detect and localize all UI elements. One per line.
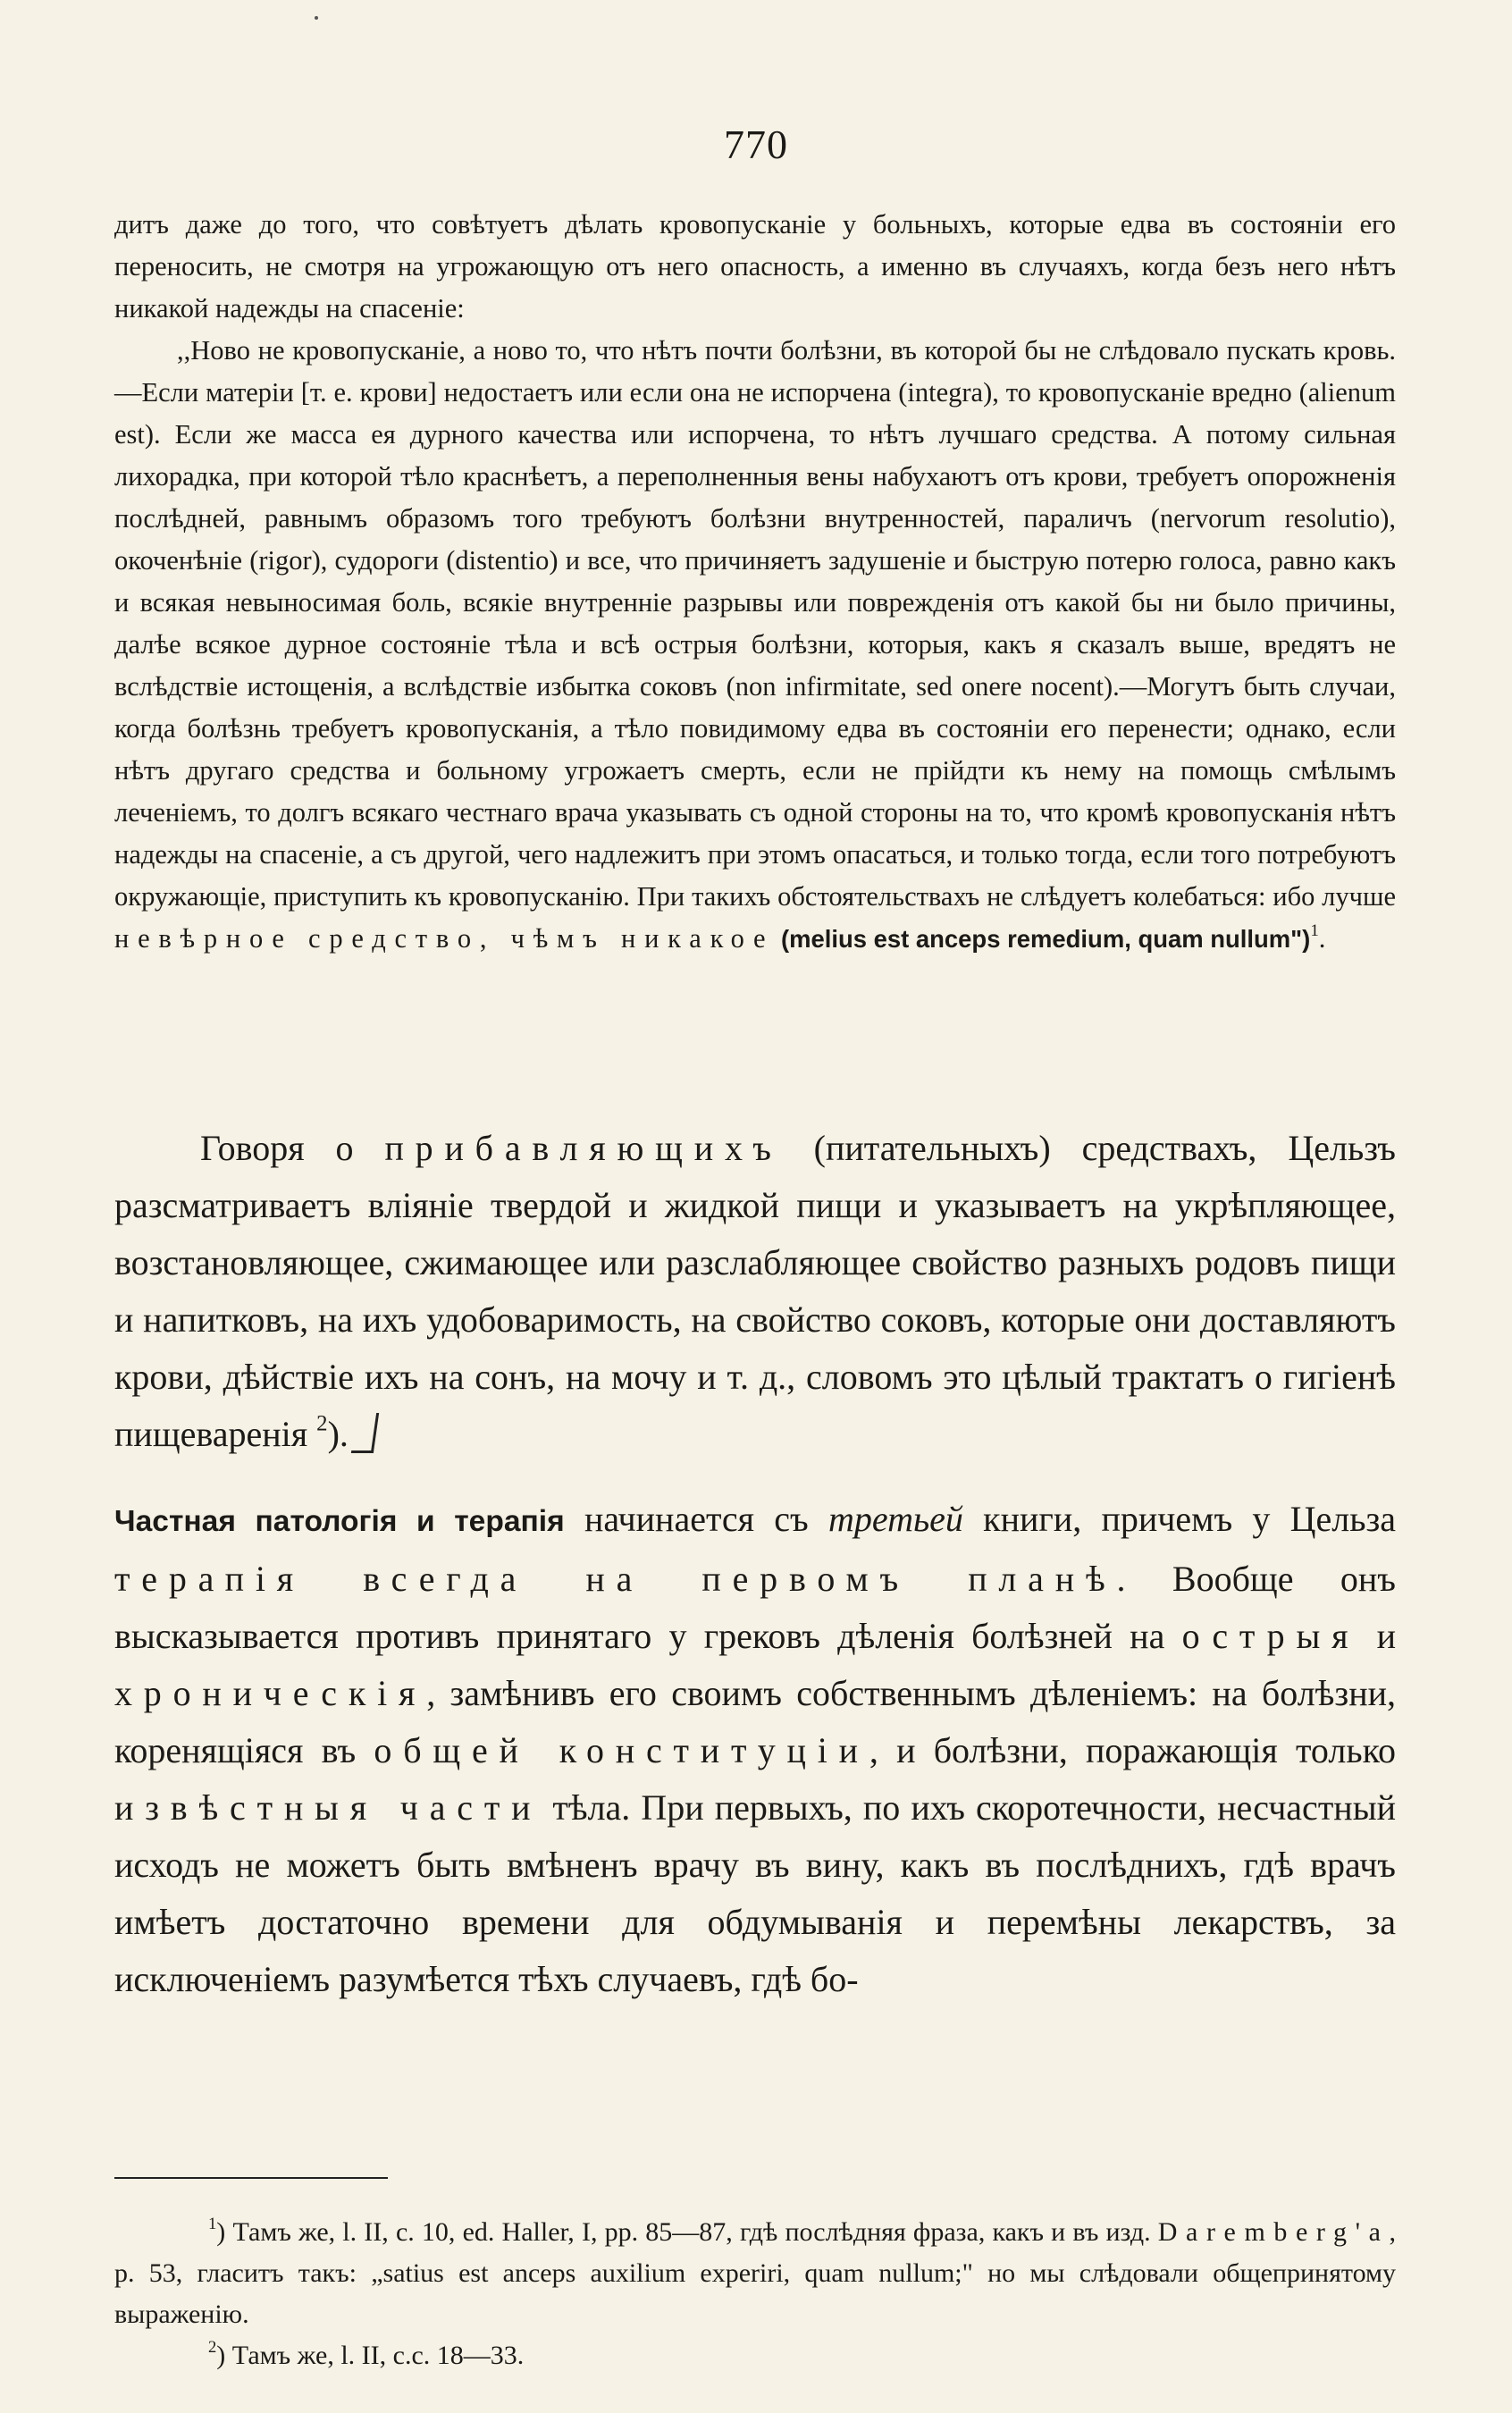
footnote-text: ) Тамъ же, l. II, c. 10, ed. Haller, I, pp. 85—87, гдѣ послѣдняя фраза, какъ и въ изд.	[216, 2217, 1158, 2247]
body-paragraph-pathology	[114, 1491, 1396, 2008]
spaced-term: острыя	[1181, 1616, 1360, 1656]
footnote-separator	[114, 2177, 388, 2179]
quote-intro-paragraph: дитъ даже до того, что совѣтуетъ дѣлать кровопусканіе у больныхъ, которые едва въ состояніи его переносить, не смотря на угрожающую отъ него опасность, а именно въ случаяхъ, когда безъ него нѣтъ никакой надежды на спасеніе:	[114, 209, 1396, 324]
text-run: , и болѣзни, поражающія только	[869, 1730, 1396, 1770]
footnote-mark: 1	[208, 2214, 217, 2233]
text-run: . Вообще онъ высказывается противъ принятаго у грековъ дѣленія болѣзней на	[114, 1559, 1396, 1656]
footnote-ref-1: 1	[1310, 921, 1319, 940]
section-heading: Частная патологія и терапія	[114, 1505, 565, 1538]
spaced-term: хроническія	[114, 1673, 427, 1713]
footnote-ref-2: 2	[316, 1411, 328, 1436]
celsus-quote-paragraph	[114, 330, 1396, 960]
footnotes	[114, 2212, 1396, 2376]
spaced-term: прибавляющихъ	[384, 1128, 783, 1168]
handwritten-bracket-mark	[351, 1413, 379, 1453]
footnote-mark: 2	[208, 2337, 217, 2357]
quoted-passage	[114, 204, 1396, 960]
text-run: начинается съ	[564, 1499, 828, 1539]
quote-latin-phrase: (melius est anceps remedium, quam nullum")	[780, 925, 1311, 953]
quote-end: .	[1318, 923, 1326, 954]
page-number: 770	[724, 122, 788, 167]
footnote-text: ) Тамъ же, l. II, c.c. 18—33.	[216, 2341, 525, 2370]
text-run: тѣла. При первыхъ, по ихъ скоротечности, несчастный исходъ не можетъ быть вмѣненъ врачу въ вину, какъ въ послѣднихъ, гдѣ врачъ имѣетъ достаточно времени для обдумыванія и перемѣны лекарствъ, за исключеніемъ разумѣется тѣхъ случаевъ, гдѣ бо-	[114, 1787, 1396, 1999]
footnote-text: , p. 53, гласитъ такъ: „satius est anceps auxilium experiri, quam nullum;" но мы слѣдовали общепринятому выраженію.	[114, 2217, 1396, 2329]
quote-spaced-phrase: невѣрное средство, чѣмъ никакое	[114, 923, 775, 954]
text-run: (питательныхъ) средствахъ, Цельзъ разсматриваетъ вліяніе твердой и жидкой пищи и указываетъ на укрѣпляющее, возстановляющее, сжимающее или разслабляющее свойство разныхъ родовъ пищи и напитковъ, на ихъ удобоваримость, на свойство соковъ, которые они доставляютъ крови, дѣйствіе ихъ на сонъ, на мочу и т. д., словомъ это цѣлый трактатъ о гигіенѣ пищеваренія	[114, 1128, 1396, 1454]
text-run: Говоря о	[200, 1128, 385, 1168]
text-run: и	[1359, 1616, 1396, 1656]
text-run: , замѣнивъ его своимъ собственнымъ дѣленіемъ: на болѣзни, коренящіяся въ	[114, 1673, 1396, 1770]
body-paragraph-nutrition	[114, 1120, 1396, 1463]
spaced-term: терапія всегда на первомъ планѣ	[114, 1559, 1117, 1599]
italic-term: третьей	[827, 1499, 963, 1539]
spaced-term: общей конституціи	[374, 1730, 869, 1770]
spaced-term: извѣстныя части	[114, 1787, 542, 1828]
text-run: ).	[327, 1414, 349, 1454]
spaced-term: Daremberg'a	[1157, 2217, 1390, 2247]
printing-speck	[315, 16, 318, 20]
footnote-1	[114, 2212, 1396, 2335]
quote-text: ,,Ново не кровопусканіе, а ново то, что нѣтъ почти болѣзни, въ которой бы не слѣдовало пускать кровь.—Если матеріи [т. е. крови] недостаетъ или если она не испорчена (integra), то кровопусканіе вредно (alienum est). Если же масса ея дурного качества или испорчена, то нѣтъ лучшаго средства. А потому сильная лихорадка, при которой тѣло краснѣетъ, а переполненныя вены набухаютъ отъ крови, требуетъ опорожненія послѣдней, равнымъ образомъ того требуютъ болѣзни внутренностей, параличъ (nervorum resolutio), окоченѣніе (rigor), судороги (distentio) и все, что причиняетъ задушеніе и быструю потерю голоса, равно какъ и всякая невыносимая боль, всякіе внутренніе разрывы или поврежденія отъ какой бы ни было причины, далѣе всякое дурное состояніе тѣла и всѣ острыя болѣзни, которыя, какъ я сказалъ выше, вредятъ не вслѣдствіе истощенія, а вслѣдствіе избытка соковъ (non infirmitate, sed onere nocent).—Могутъ быть случаи, когда болѣзнь требуетъ кровопусканія, а тѣло повидимому едва въ состояніи его перенести; однако, если нѣтъ другаго средства и больному угрожаетъ смерть, если не прійдти къ нему на помощь смѣлымъ леченіемъ, то долгъ всякаго честнаго врача указывать съ одной стороны на то, что кромѣ кровопусканія нѣтъ надежды на спасеніе, а съ другой, чего надлежитъ при этомъ опасаться, и только тогда, если того потребуютъ окружающіе, приступить къ кровопусканію. При такихъ обстоятельствахъ не слѣдуетъ колебаться: ибо лучше	[114, 335, 1396, 912]
text-run: книги, причемъ у Цельза	[962, 1499, 1396, 1539]
footnote-2	[114, 2335, 1396, 2376]
